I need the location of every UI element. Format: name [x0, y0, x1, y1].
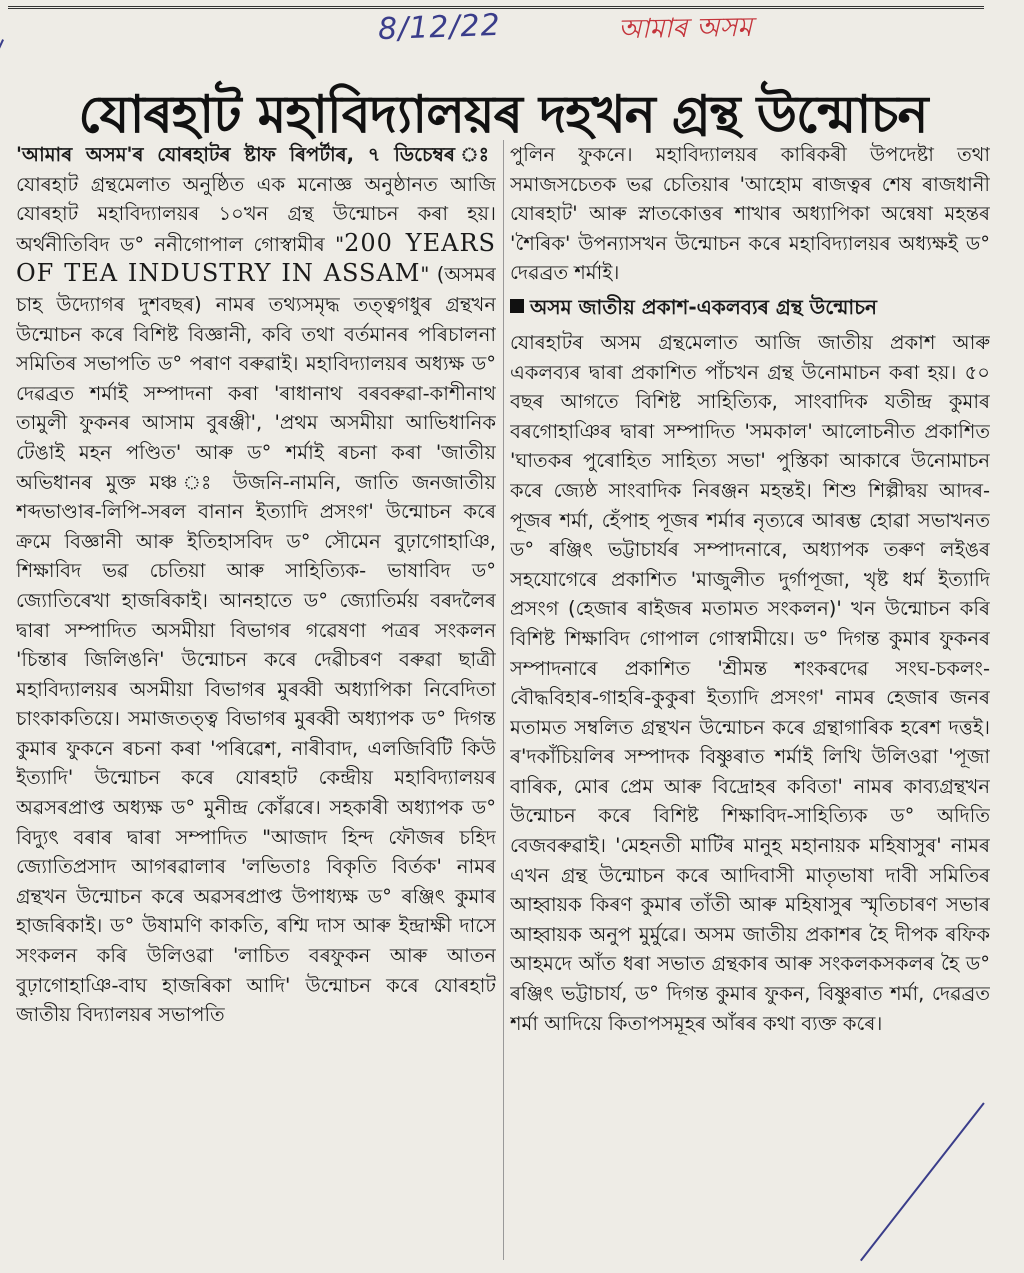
- article-column-right: [510, 140, 990, 1260]
- square-bullet-icon: [510, 299, 524, 313]
- english-book-title: 200 YEARS OF TEA INDUSTRY IN ASSAM: [16, 228, 496, 288]
- right-body-part-1: পুলিন ফুকনে। মহাবিদ্যালয়ৰ কাৰিকৰী উপদেষ্টা তথা সমাজসচেতক ভৱ চেতিয়াৰ 'আহোম ৰাজত্বৰ শেষ ৰাজধানী যোৰহাট' আৰু স্নাতকোত্তৰ শাখাৰ অধ্যাপিকা অন্বেষা মহন্তৰ 'শৈৰিক' উপন্যাসখন উন্মোচন কৰে মহাবিদ্যালয়ৰ অধ্যক্ষই ড° দেৱব্ৰত শৰ্মাই।: [510, 143, 990, 285]
- article-body-left: [16, 140, 496, 1030]
- pen-mark-left: [0, 39, 4, 149]
- column-divider: [503, 140, 504, 1260]
- subheading-text: অসম জাতীয় প্ৰকাশ-একলব্যৰ গ্ৰন্থ উন্মোচন: [530, 294, 877, 319]
- handwritten-source: আমাৰ অসম: [617, 11, 753, 46]
- right-body-part-2: যোৰহাটৰ অসম গ্ৰন্থমেলাত আজি জাতীয় প্ৰকাশ আৰু একলব্যৰ দ্বাৰা প্ৰকাশিত পাঁচখন গ্ৰন্থ উনোমাচন কৰা হয়। ৫০ বছৰ আগতে বিশিষ্ট সাহিত্যিক, সাংবাদিক যতীন্দ্ৰ কুমাৰ বৰগোহাঞিৰ দ্বাৰা সম্পাদিত 'সমকাল' আলোচনীত প্ৰকাশিত 'ঘাতকৰ পুৰোহিত সাহিত্য সভা' পুস্তিকা আকাৰে উনোমাচন কৰে জ্যেষ্ঠ সাংবাদিক নিৰঞ্জন মহন্তই। শিশু শিল্পীদ্বয় আদৰ-পূজৰ শৰ্মা, হেঁপাহ পূজৰ শৰ্মাৰ নৃত্যৰে আৰম্ভ হোৱা সভাখনত ড° ৰঞ্জিৎ ভট্টাচাৰ্যৰ সম্পাদনাৰে, অধ্যাপক তৰুণ লইঙৰ সহযোগেৰে প্ৰকাশিত 'মাজুলীত দুৰ্গাপূজা, খৃষ্ট ধৰ্ম ইত্যাদি প্ৰসংগ (হেজাৰ ৰাইজৰ মতামত সংকলন)' খন উন্মোচন কৰি বিশিষ্ট শিক্ষাবিদ গোপাল গোস্বামীয়ে। ড° দিগন্ত কুমাৰ ফুকনৰ সম্পাদনাৰে প্ৰকাশিত 'শ্ৰীমন্ত শংকৰদেৱ সংঘ-চকলং-বৌদ্ধবিহাৰ-গাহৰি-কুকুৰা ইত্যাদি প্ৰসংগ' নামৰ হেজাৰ জনৰ মতামত সম্বলিত গ্ৰন্থখন উন্মোচন কৰে গ্ৰন্থাগাৰিক হৰেশ দত্তই। ৰ'দকাঁচিয়লিৰ সম্পাদক বিষ্ণুৰাত শৰ্মাই লিখি উলিওৱা 'পূজা বাৰিক, মোৰ প্ৰেম আৰু বিদ্ৰোহৰ কবিতা' নামৰ কাব্যগ্ৰন্থখন উন্মোচন কৰে বিশিষ্ট শিক্ষাবিদ-সাহিত্যিক ড° অদিতি বেজবৰুৱাই। 'মেহনতী মাটিৰ মানুহ মহানায়ক মহিষাসুৰ' নামৰ এখন গ্ৰন্থ উন্মোচন কৰে আদিবাসী মাতৃভাষা দাবী সমিতিৰ আহ্বায়ক কিৰণ কুমাৰ তাঁতী আৰু মহিষাসুৰ স্মৃতিচাৰণ সভাৰ আহ্বায়ক অনুপ মুৰ্মুৱে। অসম জাতীয় প্ৰকাশৰ হৈ দীপক ৰফিক আহমদে আঁত ধৰা সভাত গ্ৰন্থকাৰ আৰু সংকলকসকলৰ হৈ ড° ৰঞ্জিৎ ভট্টাচাৰ্য, ড° দিগন্ত কুমাৰ ফুকন, বিষ্ণুৰাত শৰ্মা, দেৱব্ৰত শৰ্মা আদিয়ে কিতাপসমূহৰ আঁৰৰ কথা ব্যক্ত কৰে।: [510, 330, 990, 1035]
- left-body-part-2: " (অসমৰ চাহ উদ্যোগৰ দুশবছৰ) নামৰ তথ্যসমৃদ্ধ তত্ত্বগধুৰ গ্ৰন্থখন উন্মোচন কৰে বিশিষ্ট বিজ্ঞানী, কবি তথা বৰ্তমানৰ পৰিচালনা সমিতিৰ সভাপতি ড° পৰাণ বৰুৱাই। মহাবিদ্যালয়ৰ অধ্যক্ষ ড° দেৱব্ৰত শৰ্মাই সম্পাদনা কৰা 'ৰাধানাথ বৰবৰুৱা-কাশীনাথ তামুলী ফুকনৰ আসাম বুৰঞ্জী', 'প্ৰথম অসমীয়া আভিধানিক টেঙাই মহন পণ্ডিত' আৰু ড° শৰ্মাই ৰচনা কৰা 'জাতীয় অভিধানৰ মুক্ত মঞ্চ ঃ উজনি-নামনি, জাতি জনজাতীয় শব্দভাণ্ডাৰ-লিপি-সৰল বানান ইত্যাদি প্ৰসংগ' উন্মোচন কৰে ক্ৰমে বিজ্ঞানী আৰু ইতিহাসবিদ ড° সৌমেন বুঢ়াগোহাঞি, শিক্ষাবিদ ভৱ চেতিয়া আৰু সাহিত্যিক- ভাষাবিদ ড° জ্যোতিৰেখা হাজৰিকাই। আনহাতে ড° জ্যোতিৰ্ময় বৰদলৈৰ দ্বাৰা সম্পাদিত অসমীয়া বিভাগৰ গৱেষণা পত্ৰৰ সংকলন 'চিন্তাৰ জিলিঙনি' উন্মোচন কৰে দেৱীচৰণ বৰুৱা ছাত্ৰী মহাবিদ্যালয়ৰ অসমীয়া বিভাগৰ মুৰব্বী অধ্যাপিকা নিবেদিতা চাংকাকতিয়ে। সমাজতত্ত্ব বিভাগৰ মুৰব্বী অধ্যাপক ড° দিগন্ত কুমাৰ ফুকনে ৰচনা কৰা 'পৰিৱেশ, নাৰীবাদ, এলজিবিটি কিউ ইত্যাদি' উন্মোচন কৰে যোৰহাট কেন্দ্ৰীয় মহাবিদ্যালয়ৰ অৱসৰপ্ৰাপ্ত অধ্যক্ষ ড° মুনীন্দ্ৰ কোঁৱৰে। সহকাৰী অধ্যাপক ড° বিদ্যুৎ বৰাৰ দ্বাৰা সম্পাদিত "আজাদ হিন্দ ফৌজৰ চহিদ জ্যোতিপ্ৰসাদ আগৰৱালাৰ 'লভিতাঃ বিকৃতি বিৰ্তক' নামৰ গ্ৰন্থখন উন্মোচন কৰে অৱসৰপ্ৰাপ্ত উপাধ্যক্ষ ড° ৰঞ্জিৎ কুমাৰ হাজৰিকাই। ড° উষামণি কাকতি, ৰশ্মি দাস আৰু ইন্দ্ৰাক্ষী দাসে সংকলন কৰি উলিওৱা 'লাচিত বৰফুকন আৰু আতন বুঢ়াগোহাঞি-বাঘ হাজৰিকা আদি' উন্মোচন কৰে যোৰহাট জাতীয় বিদ্যালয়ৰ সভাপতি: [16, 263, 496, 1027]
- subheading: [510, 292, 990, 322]
- handwritten-date: 8/12/22: [377, 7, 502, 48]
- headline: যোৰহাট মহাবিদ্যালয়ৰ দহখন গ্ৰন্থ উন্মোচন: [78, 84, 928, 145]
- dateline: 'আমাৰ অসম'ৰ যোৰহাটৰ ষ্টাফ ৰিপৰ্টাৰ, ৭ ডিচেম্বৰ ঃ: [16, 143, 496, 166]
- left-body-part-1: যোৰহাট গ্ৰন্থমেলাত অনুষ্ঠিত এক মনোজ্ঞ অনুষ্ঠানত আজি যোৰহাট মহাবিদ্যালয়ৰ ১০খন গ্ৰন্থ উন্মোচন কৰা হয়। অৰ্থনীতিবিদ ড° ননীগোপাল গোস্বামীৰ ": [16, 172, 496, 256]
- article-column-left: [16, 140, 496, 1260]
